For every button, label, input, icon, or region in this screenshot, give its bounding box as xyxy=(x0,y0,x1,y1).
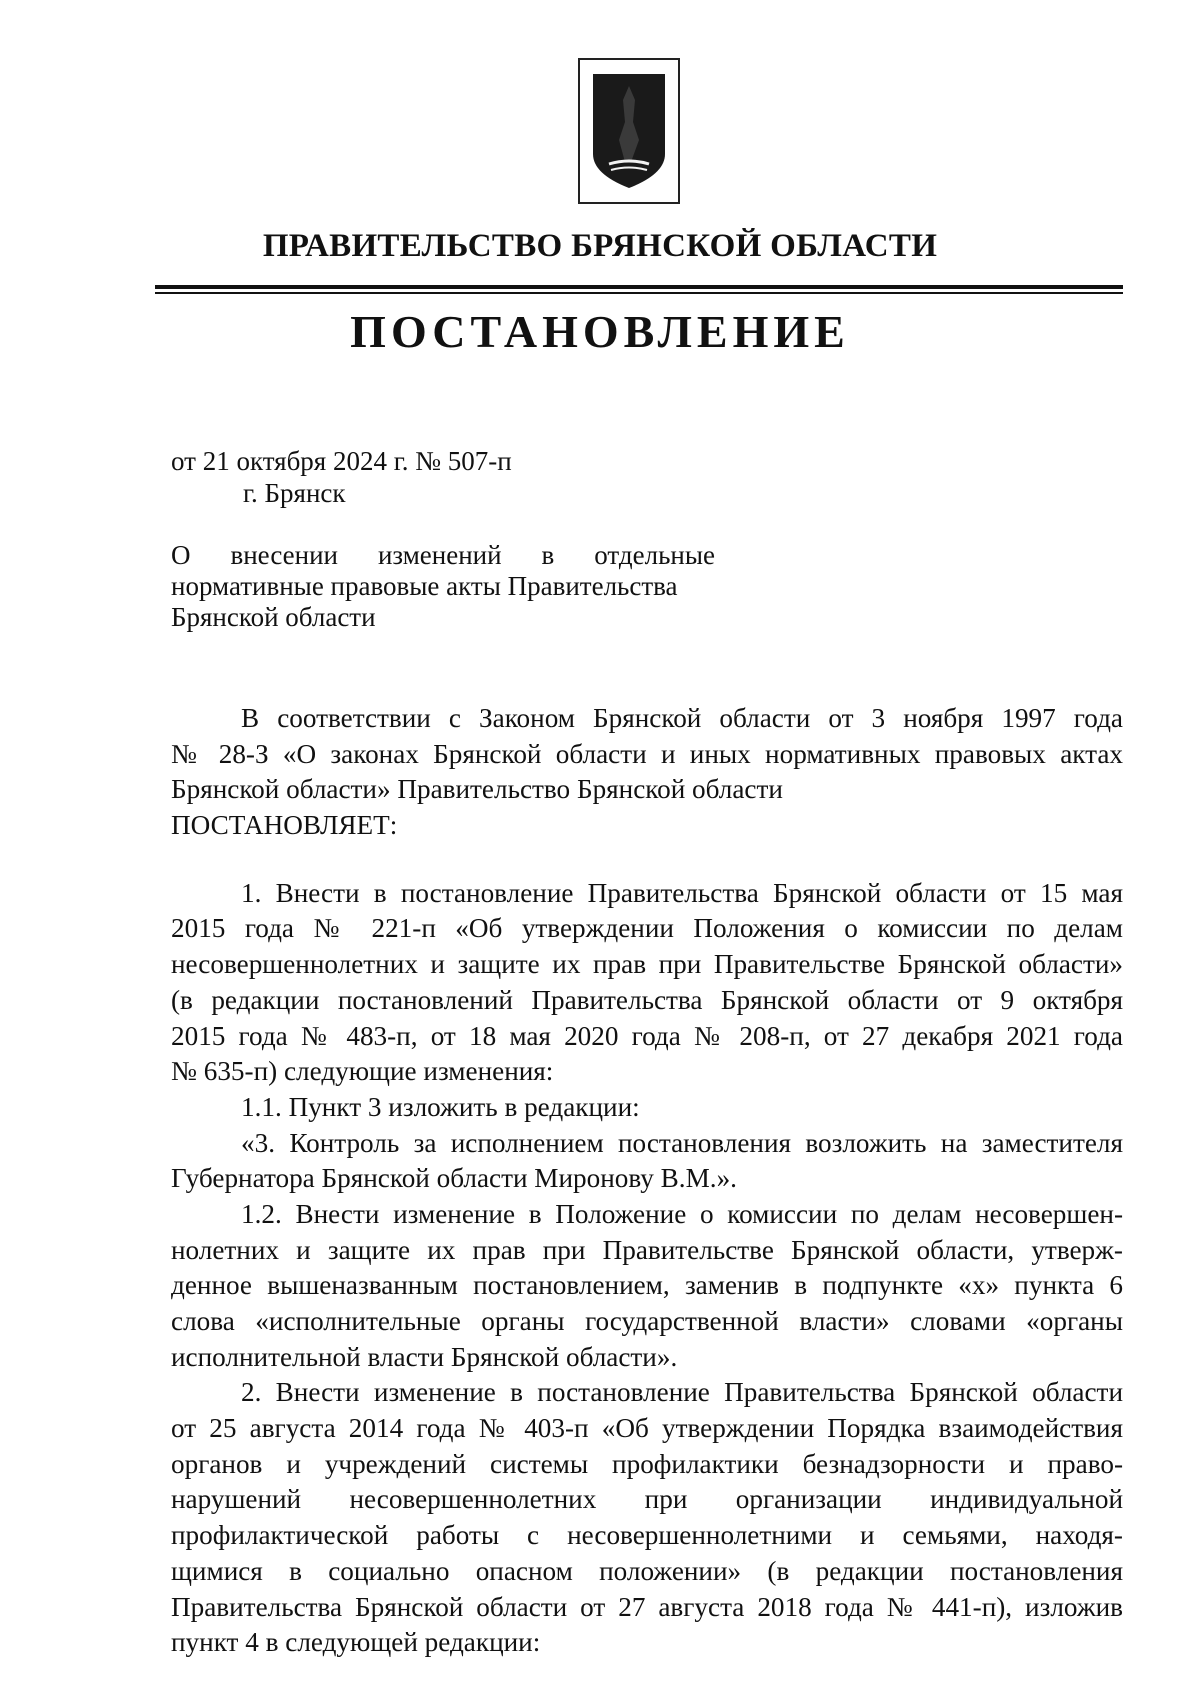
subject-line-1 xyxy=(171,540,715,571)
header-rule-thin xyxy=(155,292,1123,294)
item-1-2-line: слова «исполнительные органы государственной власти» словами «органы xyxy=(171,1306,1123,1336)
subject-word: изменений xyxy=(377,540,502,570)
document-subject xyxy=(171,540,715,633)
emblem-frame xyxy=(578,58,680,204)
subject-word: О xyxy=(171,540,191,570)
subject-line-3: Брянской области xyxy=(171,602,376,632)
item-1-1-quote-line: «3. Контроль за исполнением постановления возложить на заместителя xyxy=(241,1127,1123,1158)
organization-title: ПРАВИТЕЛЬСТВО БРЯНСКОЙ ОБЛАСТИ xyxy=(262,228,938,264)
item-2-line: от 25 августа 2014 года № 403-п «Об утверждении Порядка взаимодействия xyxy=(171,1413,1123,1444)
preamble-line: В соответствии с Законом Брянской области от 3 ноября 1997 года xyxy=(241,703,1123,733)
item-2-line: щимися в социально опасном положении» (в редакции постановления xyxy=(171,1555,1123,1586)
preamble-line: Брянской области» Правительство Брянской области xyxy=(171,774,783,805)
document-city: г. Брянск xyxy=(243,478,346,508)
header-rule-thick xyxy=(155,285,1123,289)
document-body xyxy=(171,701,1123,1661)
item-1-1: 1.1. Пункт 3 изложить в редакции: xyxy=(241,1091,640,1122)
item-2-line: профилактической работы с несовершеннолетними и семьями, находя- xyxy=(171,1520,1123,1551)
subject-word: внесении xyxy=(230,540,338,570)
subject-word: отдельные xyxy=(594,540,715,570)
item-1-line: № 635-п) следующие изменения: xyxy=(171,1056,554,1087)
item-2-line: нарушений несовершеннолетних при организации индивидуальной xyxy=(171,1484,1123,1515)
preamble-line: № 28-З «О законах Брянской области и иных нормативных правовых актах xyxy=(171,738,1123,769)
item-1-2-line: денное вышеназванным постановлением, заменив в подпункте «х» пункта 6 xyxy=(171,1270,1123,1301)
item-1-line: 2015 года № 221-п «Об утверждении Положения о комиссии по делам xyxy=(171,913,1123,944)
subject-word: в xyxy=(541,540,555,570)
item-2-line: органов и учреждений системы профилактики безнадзорности и право- xyxy=(171,1448,1123,1479)
item-1-1-quote-line: Губернатора Брянской области Миронову В.М.». xyxy=(171,1163,737,1194)
subject-line-2: нормативные правовые акты Правительства xyxy=(171,571,678,601)
item-1-line: 2015 года № 483-п, от 18 мая 2020 года № 208-п, от 27 декабря 2021 года xyxy=(171,1020,1123,1051)
resolves-keyword: ПОСТАНОВЛЯЕТ: xyxy=(171,810,398,841)
item-1-line: (в редакции постановлений Правительства Брянской области от 9 октября xyxy=(171,984,1123,1015)
item-2-line: пункт 4 в следующей редакции: xyxy=(171,1627,541,1658)
item-2-line: 2. Внести изменение в постановление Правительства Брянской области xyxy=(241,1377,1123,1408)
item-1-2-line: нолетних и защите их прав при Правительстве Брянской области, утверж- xyxy=(171,1234,1123,1265)
document-date-number: от 21 октября 2024 г. № 507-п xyxy=(171,446,512,476)
coat-of-arms-icon xyxy=(589,70,669,192)
item-1-line: несовершеннолетних и защите их прав при Правительстве Брянской области» xyxy=(171,949,1123,980)
item-1-2-line: исполнительной власти Брянской области». xyxy=(171,1341,678,1372)
item-1-2-line: 1.2. Внести изменение в Положение о комиссии по делам несовершен- xyxy=(241,1198,1123,1229)
item-1-line: 1. Внести в постановление Правительства Брянской области от 15 мая xyxy=(241,877,1123,908)
document-type: ПОСТАНОВЛЕНИЕ xyxy=(350,306,850,357)
item-2-line: Правительства Брянской области от 27 августа 2018 года № 441-п), изложив xyxy=(171,1591,1123,1622)
